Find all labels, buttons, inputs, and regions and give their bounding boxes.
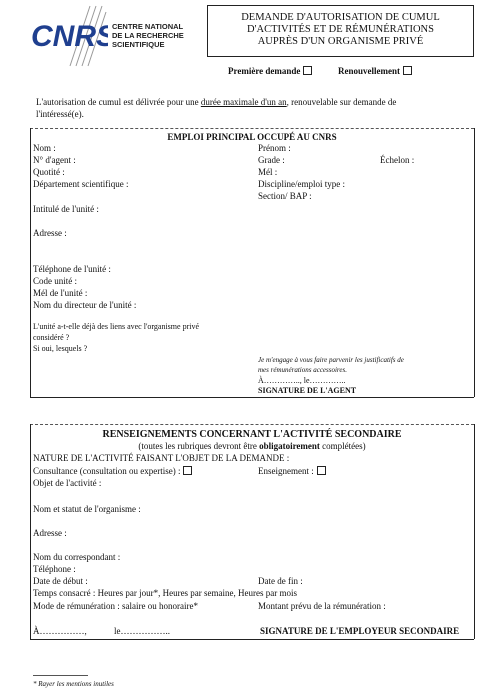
field-time-spent[interactable]: Temps consacré : Heures par jour*, Heures par semaine, Heures par mois — [33, 588, 298, 598]
section1-frame — [30, 128, 475, 397]
employer-signature-label: SIGNATURE DE L'EMPLOYEUR SECONDAIRE — [260, 626, 460, 636]
form-title-line: AUPRÈS D'UN ORGANISME PRIVÉ — [257, 36, 424, 47]
links-question-line: L'unité a-t-elle déjà des liens avec l'organisme privé — [33, 322, 200, 331]
field-unit-address[interactable]: Adresse : — [33, 228, 67, 238]
employer-place[interactable]: À……………, — [33, 626, 87, 636]
intro-text: , renouvelable sur demande de — [286, 97, 397, 107]
consultancy-label: Consultance (consultation ou expertise) : — [33, 466, 181, 476]
teaching-label: Enseignement : — [258, 466, 314, 476]
form-title-line: DEMANDE D'AUTORISATION DE CUMUL — [241, 12, 440, 23]
consultancy-option[interactable] — [33, 466, 192, 476]
subtitle-text: (toutes les rubriques devront être — [138, 441, 260, 451]
renewal-label: Renouvellement — [338, 66, 400, 76]
renewal-option[interactable] — [338, 66, 412, 76]
intro-paragraph — [36, 97, 396, 107]
intro-line-2: l'intéressé(e). — [36, 109, 84, 119]
subtitle-emphasis: obligatoirement — [259, 441, 320, 451]
section2-subtitle — [30, 441, 474, 451]
field-organisation-address[interactable]: Adresse : — [33, 528, 67, 538]
organisation-name — [112, 22, 184, 49]
field-end-date[interactable]: Date de fin : — [258, 576, 303, 586]
activity-nature-heading: NATURE DE L'ACTIVITÉ FAISANT L'OBJET DE LA DEMANDE : — [33, 453, 290, 463]
field-remuneration-amount[interactable]: Montant prévu de la rémunération : — [258, 601, 386, 611]
agent-place-date[interactable]: À………….., le………….. — [258, 376, 346, 385]
field-scientific-department[interactable]: Département scientifique : — [33, 179, 129, 189]
consultancy-checkbox[interactable] — [183, 466, 192, 475]
org-line: SCIENTIFIQUE — [112, 40, 165, 49]
org-line: DE LA RECHERCHE — [112, 31, 184, 40]
field-phone[interactable]: Téléphone : — [33, 564, 76, 574]
cnrs-logo-graphic — [30, 4, 108, 70]
agent-signature-label: SIGNATURE DE L'AGENT — [258, 386, 357, 395]
teaching-option[interactable] — [258, 466, 326, 476]
links-question-line: considéré ? — [33, 333, 70, 342]
employer-date[interactable]: le…………….. — [114, 626, 170, 636]
section2-title: RENSEIGNEMENTS CONCERNANT L'ACTIVITÉ SECONDAIRE — [102, 429, 402, 440]
section1-bottom-border — [30, 397, 474, 398]
field-agent-number[interactable]: N° d'agent : — [33, 155, 76, 165]
field-remuneration-mode[interactable]: Mode de rémunération : salaire ou honoraire* — [33, 601, 198, 611]
links-question-field[interactable]: Si oui, lesquels ? — [33, 344, 88, 353]
section1-title: EMPLOI PRINCIPAL OCCUPÉ AU CNRS — [167, 132, 337, 142]
field-unit-code[interactable]: Code unité : — [33, 276, 77, 286]
renewal-checkbox[interactable] — [403, 66, 412, 75]
org-line: CENTRE NATIONAL — [112, 22, 184, 31]
field-section-bap[interactable]: Section/ BAP : — [258, 191, 312, 201]
field-activity-object[interactable]: Objet de l'activité : — [33, 478, 102, 488]
subtitle-text: complétées) — [319, 441, 366, 451]
field-start-date[interactable]: Date de début : — [33, 576, 88, 586]
field-discipline[interactable]: Discipline/emploi type : — [258, 179, 345, 189]
form-title-box — [207, 5, 474, 57]
section2-bottom-border — [30, 639, 474, 640]
footnote: * Rayer les mentions inutiles — [33, 680, 114, 688]
field-grade[interactable]: Grade : — [258, 155, 285, 165]
field-last-name[interactable]: Nom : — [33, 143, 56, 153]
field-echelon[interactable]: Échelon : — [380, 155, 415, 165]
field-unit-title[interactable]: Intitulé de l'unité : — [33, 204, 99, 214]
field-unit-email[interactable]: Mél de l'unité : — [33, 288, 88, 298]
field-first-name[interactable]: Prénom : — [258, 143, 291, 153]
field-unit-director[interactable]: Nom du directeur de l'unité : — [33, 300, 137, 310]
teaching-checkbox[interactable] — [317, 466, 326, 475]
first-request-label: Première demande — [228, 66, 301, 76]
logo-wordmark: CNRS — [31, 20, 108, 53]
commitment-line: mes rémunérations accessoires. — [258, 366, 347, 374]
first-request-option[interactable] — [228, 66, 312, 76]
commitment-line: Je m'engage à vous faire parvenir les justificatifs de — [258, 356, 404, 364]
field-email[interactable]: Mél : — [258, 167, 278, 177]
field-correspondent[interactable]: Nom du correspondant : — [33, 552, 121, 562]
field-quota[interactable]: Quotité : — [33, 167, 65, 177]
intro-underlined: durée maximale d'un an — [200, 97, 287, 107]
field-organisation-name[interactable]: Nom et statut de l'organisme : — [33, 504, 141, 514]
cnrs-logo — [30, 4, 108, 70]
first-request-checkbox[interactable] — [303, 66, 312, 75]
footnote-rule — [33, 675, 88, 676]
intro-text: L'autorisation de cumul est délivrée pour une — [36, 97, 201, 107]
form-title-line: D'ACTIVITÉS ET DE RÉMUNÉRATIONS — [247, 24, 434, 35]
field-unit-phone[interactable]: Téléphone de l'unité : — [33, 264, 111, 274]
